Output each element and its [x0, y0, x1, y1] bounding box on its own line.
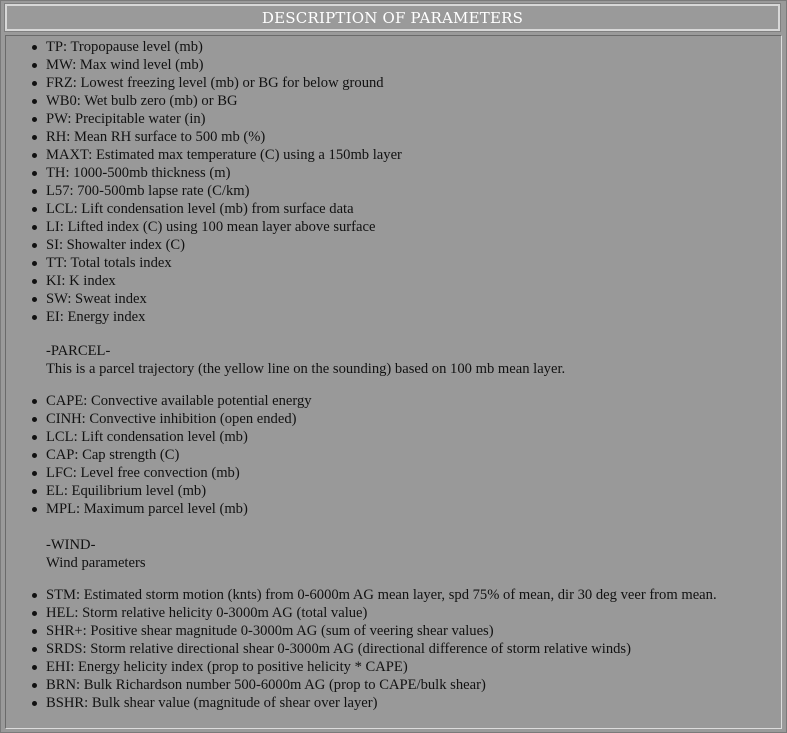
- parameters-content: [5, 35, 782, 729]
- list-item: LCL: Lift condensation level (mb): [6, 428, 312, 446]
- list-item: STM: Estimated storm motion (knts) from 0-6000m AG mean layer, spd 75% of mean, dir 30 deg veer from mean.: [6, 586, 717, 604]
- list-item: BRN: Bulk Richardson number 500-6000m AG (prop to CAPE/bulk shear): [6, 676, 717, 694]
- list-item: SI: Showalter index (C): [6, 236, 402, 254]
- list-item: MW: Max wind level (mb): [6, 56, 402, 74]
- list-item: EHI: Energy helicity index (prop to positive helicity * CAPE): [6, 658, 717, 676]
- list-item: LCL: Lift condensation level (mb) from surface data: [6, 200, 402, 218]
- list-item: CAPE: Convective available potential energy: [6, 392, 312, 410]
- list-item: TH: 1000-500mb thickness (m): [6, 164, 402, 182]
- list-item: BSHR: Bulk shear value (magnitude of shear over layer): [6, 694, 717, 712]
- list-item: CINH: Convective inhibition (open ended): [6, 410, 312, 428]
- list-item: TT: Total totals index: [6, 254, 402, 272]
- list-item: RH: Mean RH surface to 500 mb (%): [6, 128, 402, 146]
- list-item: SW: Sweat index: [6, 290, 402, 308]
- list-item: L57: 700-500mb lapse rate (C/km): [6, 182, 402, 200]
- list-item: CAP: Cap strength (C): [6, 446, 312, 464]
- list-item: WB0: Wet bulb zero (mb) or BG: [6, 92, 402, 110]
- list-item: LI: Lifted index (C) using 100 mean layer above surface: [6, 218, 402, 236]
- parcel-parameter-list: [6, 392, 312, 518]
- panel-title: DESCRIPTION OF PARAMETERS: [261, 8, 524, 27]
- list-item: PW: Precipitable water (in): [6, 110, 402, 128]
- list-item: MAXT: Estimated max temperature (C) using a 150mb layer: [6, 146, 402, 164]
- list-item: EI: Energy index: [6, 308, 402, 326]
- list-item: FRZ: Lowest freezing level (mb) or BG for below ground: [6, 74, 402, 92]
- list-item: HEL: Storm relative helicity 0-3000m AG (total value): [6, 604, 717, 622]
- list-item: EL: Equilibrium level (mb): [6, 482, 312, 500]
- wind-parameter-list: [6, 586, 717, 712]
- parcel-heading: -PARCEL-: [46, 343, 111, 359]
- list-item: MPL: Maximum parcel level (mb): [6, 500, 312, 518]
- list-item: LFC: Level free convection (mb): [6, 464, 312, 482]
- wind-heading: -WIND-: [46, 537, 96, 553]
- list-item: SHR+: Positive shear magnitude 0-3000m AG (sum of veering shear values): [6, 622, 717, 640]
- list-item: KI: K index: [6, 272, 402, 290]
- parcel-description: This is a parcel trajectory (the yellow line on the sounding) based on 100 mb mean layer.: [46, 361, 566, 377]
- panel-header: [5, 4, 780, 31]
- wind-description: Wind parameters: [46, 555, 146, 571]
- list-item: TP: Tropopause level (mb): [6, 38, 402, 56]
- general-parameter-list: [6, 38, 402, 326]
- list-item: SRDS: Storm relative directional shear 0-3000m AG (directional difference of storm relative winds): [6, 640, 717, 658]
